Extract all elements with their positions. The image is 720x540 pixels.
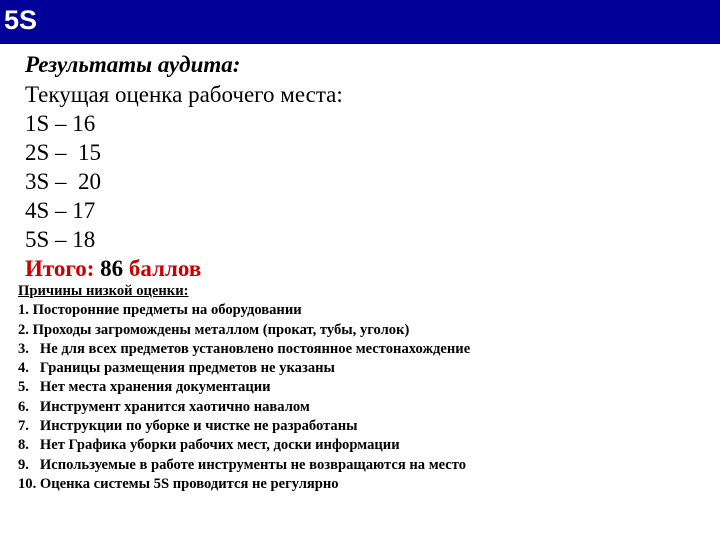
reason-text: Нет места хранения документации	[28, 379, 271, 396]
reason-text: Нет Графика уборки рабочих мест, доски информации	[28, 437, 400, 454]
score-4s: 4S – 17	[25, 198, 96, 223]
reason-text: Посторонние предметы на оборудовании	[28, 302, 302, 319]
reason-number: 8.	[18, 437, 29, 454]
score-2s: 2S – 15	[25, 140, 102, 165]
reason-item	[18, 398, 470, 417]
audit-heading: Результаты аудита:	[25, 52, 241, 77]
reason-number: 10.	[18, 475, 37, 492]
score-5s: 5S – 18	[25, 227, 96, 252]
reason-item	[18, 301, 470, 320]
reason-item	[18, 359, 470, 378]
reason-number: 9.	[18, 456, 29, 473]
reason-number: 5.	[18, 379, 29, 396]
reason-number: 6.	[18, 398, 29, 415]
low-score-reasons	[18, 282, 470, 494]
reason-number: 1.	[18, 302, 29, 319]
reason-text: Оценка системы 5S проводится не регулярно	[36, 475, 339, 492]
reason-text: Инструкции по уборке и чистке не разработаны	[28, 418, 358, 435]
reason-item	[18, 417, 470, 436]
reason-number: 7.	[18, 418, 29, 435]
reasons-title: Причины низкой оценки:	[18, 283, 189, 299]
reason-item	[18, 475, 470, 494]
reason-text: Используемые в работе инструменты не возвращаются на место	[28, 456, 467, 473]
reason-number: 2.	[18, 321, 29, 338]
total-label: Итого:	[25, 256, 95, 281]
assessment-subheading: Текущая оценка рабочего места:	[25, 82, 343, 107]
reason-item	[18, 378, 470, 397]
reason-number: 4.	[18, 360, 29, 377]
reason-text: Границы размещения предметов не указаны	[28, 360, 335, 377]
reason-item	[18, 456, 470, 475]
audit-results	[25, 48, 343, 283]
reason-number: 3.	[18, 340, 29, 357]
total-score	[25, 254, 343, 283]
total-unit: баллов	[123, 256, 202, 281]
reason-item	[18, 436, 470, 455]
total-value: 86	[94, 256, 124, 281]
reason-text: Инструмент хранится хаотично навалом	[28, 398, 310, 415]
reason-text: Не для всех предметов установлено постоянное местонахождение	[28, 340, 471, 357]
slide-title: 5S	[4, 5, 38, 35]
reason-item	[18, 321, 470, 340]
score-1s: 1S – 16	[25, 111, 96, 136]
reason-item	[18, 340, 470, 359]
score-3s: 3S – 20	[25, 169, 102, 194]
reason-text: Проходы загромождены металлом (прокат, тубы, уголок)	[28, 321, 410, 338]
title-bar	[0, 0, 720, 44]
